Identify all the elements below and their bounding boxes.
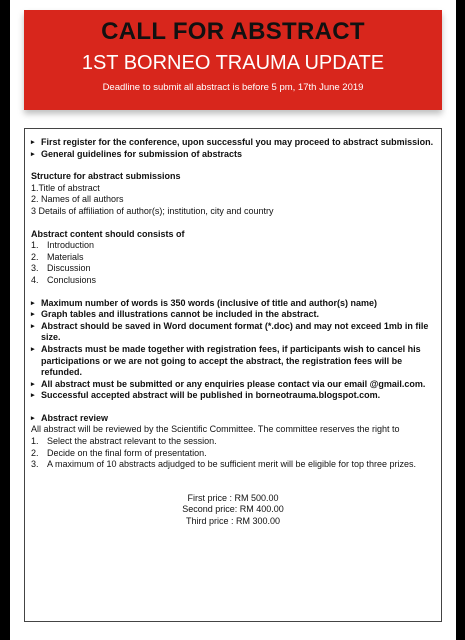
triangle-bullet-icon: ▸ xyxy=(31,150,35,158)
triangle-bullet-icon: ▸ xyxy=(31,380,35,388)
review-heading: ▸ Abstract review xyxy=(31,412,109,423)
triangle-bullet-icon: ▸ xyxy=(31,322,35,330)
rule-item: ▸ All abstract must be submitted or any enquiries please contact via our email @gmail.com. xyxy=(31,378,426,389)
triangle-bullet-icon: ▸ xyxy=(31,311,35,319)
review-intro: All abstract will be reviewed by the Scientific Committee. The committee reserves the right to xyxy=(31,424,400,435)
triangle-bullet-icon: ▸ xyxy=(31,392,35,400)
triangle-bullet-icon: ▸ xyxy=(31,299,35,307)
rule-item: ▸ Graph tables and illustrations cannot be included in the abstract. xyxy=(31,309,320,320)
review-item: 2. Decide on the final form of presentation. xyxy=(31,447,207,458)
rule-item: ▸ Successful accepted abstract will be published in borneotrauma.blogspot.com. xyxy=(31,390,381,401)
prize-second: Second price: RM 400.00 xyxy=(182,504,284,515)
content-item: 4. Conclusions xyxy=(31,274,97,285)
content-item: 1. Introduction xyxy=(31,240,95,251)
intro-item: ▸ First register for the conference, upon successful you may proceed to abstract submission. xyxy=(31,137,434,147)
content-item: 2. Materials xyxy=(31,251,84,262)
structure-item: 2. Names of all authors xyxy=(31,194,124,205)
prize-first: First price : RM 500.00 xyxy=(187,492,279,503)
structure-item: 3 Details of affiliation of author(s); institution, city and country xyxy=(31,205,274,216)
rule-item: ▸ Abstracts must be made together with registration fees, if participants wish to cancel his participations or we are not going to accept the abstract, the registration fees will be refunded. xyxy=(31,343,421,378)
deadline-text: Deadline to submit all abstract is before 5 pm, 17th June 2019 xyxy=(102,82,364,93)
content-heading: Abstract content should consists of xyxy=(31,228,185,239)
review-item: 3. A maximum of 10 abstracts adjudged to be sufficient merit will be eligible for top three prizes. xyxy=(31,459,417,470)
structure-item: 1.Title of abstract xyxy=(31,182,100,193)
triangle-bullet-icon: ▸ xyxy=(31,414,35,422)
event-subtitle: 1ST BORNEO TRAUMA UPDATE xyxy=(81,52,385,74)
triangle-bullet-icon: ▸ xyxy=(31,139,35,146)
content-item: 3. Discussion xyxy=(31,263,91,274)
structure-heading: Structure for abstract submissions xyxy=(31,171,181,182)
guidelines-box xyxy=(24,128,442,622)
page-title: CALL FOR ABSTRACT xyxy=(101,18,365,45)
review-item: 1. Select the abstract relevant to the session. xyxy=(31,436,217,447)
triangle-bullet-icon: ▸ xyxy=(31,345,35,353)
flyer-page xyxy=(10,0,456,640)
rule-item: ▸ Abstract should be saved in Word document format (*.doc) and may not exceed 1mb in file size. xyxy=(31,320,429,343)
prize-third: Third price : RM 300.00 xyxy=(185,516,281,527)
title-banner xyxy=(24,10,442,110)
rule-item: ▸ Maximum number of words is 350 words (inclusive of title and author(s) name) xyxy=(31,297,378,308)
intro-item: ▸ General guidelines for submission of abstracts xyxy=(31,148,243,159)
